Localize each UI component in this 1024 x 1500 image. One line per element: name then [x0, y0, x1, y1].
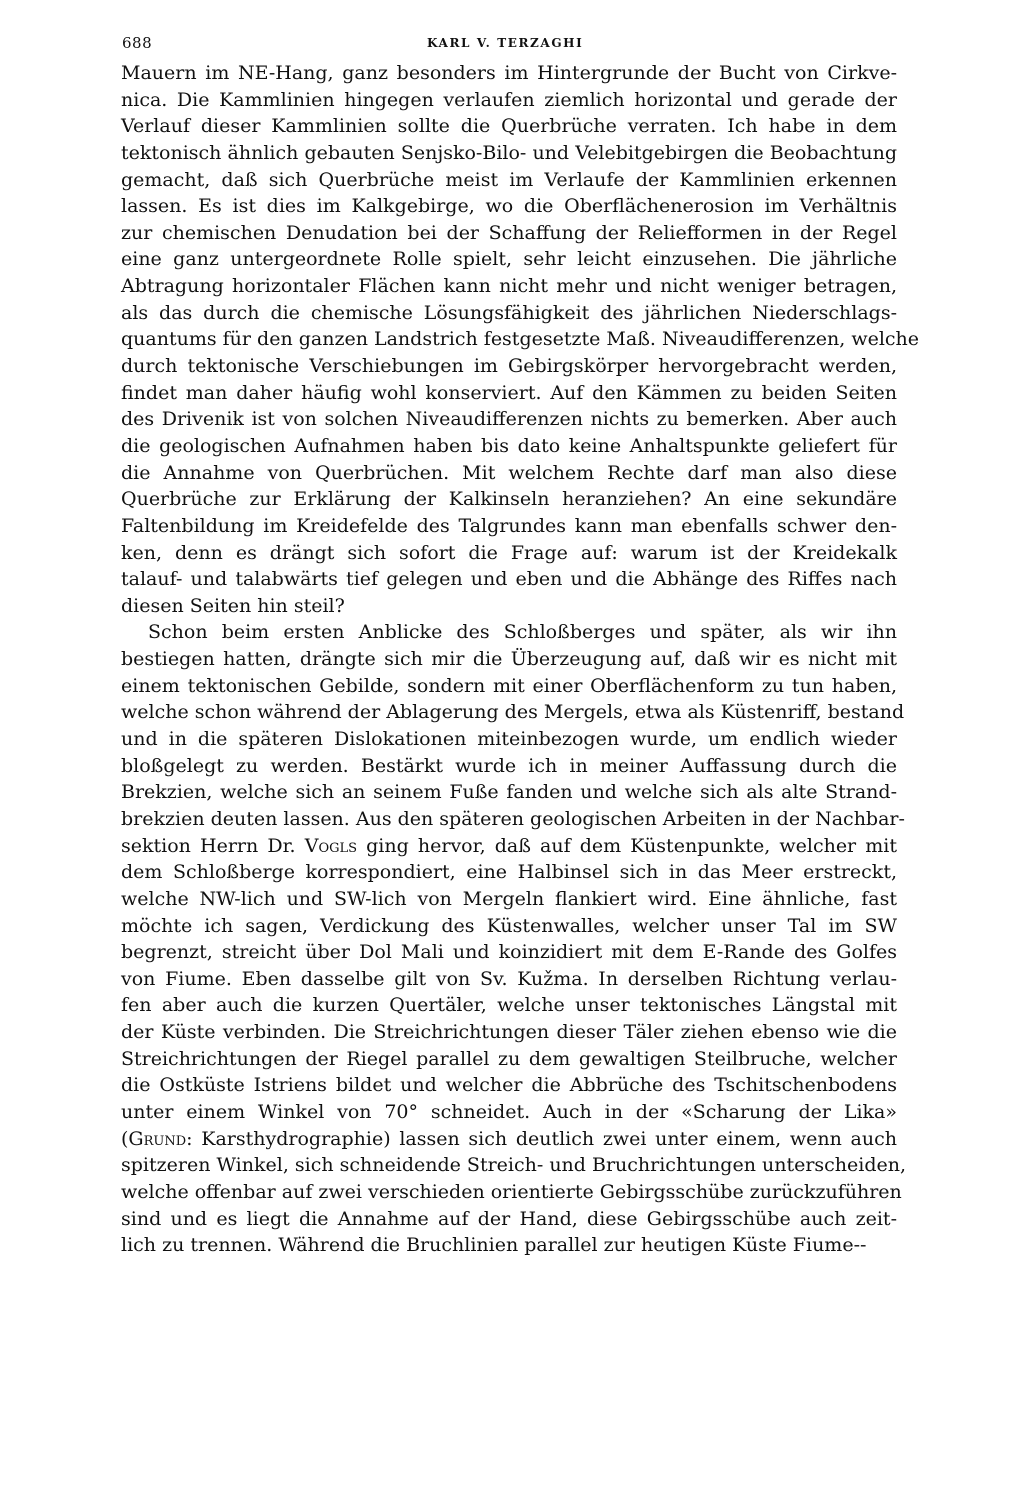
text-line: der Küste verbinden. Die Streichrichtungen dieser Täler ziehen ebenso wie die — [121, 1021, 897, 1044]
page-number: 688 — [122, 34, 153, 52]
text-line: spitzeren Winkel, sich schneidende Streich- und Bruchrichtungen unterscheiden, — [121, 1154, 907, 1177]
text-line: möchte ich sagen, Verdickung des Küstenwalles, welcher unser Tal im SW — [121, 914, 897, 937]
text-fragment: ging hervor, daß auf dem Küstenpunkte, welcher mit — [357, 834, 897, 857]
text-line: bestiegen hatten, drängte sich mir die Überzeugung auf, daß wir es nicht mit — [121, 648, 897, 671]
text-line: welche NW-lich und SW-lich von Mergeln flankiert wird. Eine ähnliche, fast — [121, 887, 897, 910]
text-line: zur chemischen Denudation bei der Schaffung der Reliefformen in der Regel — [121, 221, 897, 244]
text-line: quantums für den ganzen Landstrich festgesetzte Maß. Niveaudifferenzen, welche — [121, 328, 920, 351]
author-name: Grund — [128, 1127, 187, 1150]
text-line: findet man daher häufig wohl konserviert. Auf den Kämmen zu beiden Seiten — [121, 381, 897, 404]
text-line: eine ganz untergeordnete Rolle spielt, sehr leicht einzusehen. Die jährliche — [121, 248, 897, 271]
body-text — [121, 60, 920, 1259]
text-line: Streichrichtungen der Riegel parallel zu dem gewaltigen Steilbruche, welcher — [121, 1047, 897, 1070]
document-page — [121, 30, 920, 1259]
text-line: und in die späteren Dislokationen miteinbezogen wurde, um endlich wieder — [121, 728, 897, 751]
text-line: dem Schloßberge korrespondiert, eine Halbinsel sich in das Meer erstreckt, — [121, 861, 897, 884]
text-line: nica. Die Kammlinien hingegen verlaufen ziemlich horizontal und gerade der — [121, 88, 897, 111]
text-line: welche schon während der Ablagerung des Mergels, etwa als Küstenriff, bestand — [121, 701, 905, 724]
text-line: tektonisch ähnlich gebauten Senjsko-Bilo- und Velebitgebirgen die Beobachtung — [121, 141, 897, 164]
text-line: unter einem Winkel von 70° schneidet. Auch in der «Scharung der Lika» — [121, 1100, 897, 1123]
text-line: Brekzien, welche sich an seinem Fuße fanden und welche sich als alte Strand- — [121, 781, 897, 804]
text-line: gemacht, daß sich Querbrüche meist im Verlaufe der Kammlinien erkennen — [121, 168, 897, 191]
text-line: ken, denn es drängt sich sofort die Frage auf: warum ist der Kreidekalk — [121, 541, 897, 564]
text-line: Abtragung horizontaler Flächen kann nicht mehr und nicht weniger betragen, — [121, 275, 897, 298]
text-line: als das durch die chemische Lösungsfähigkeit des jährlichen Niederschlags- — [121, 301, 897, 324]
text-line: die Annahme von Querbrüchen. Mit welchem Rechte darf man also diese — [121, 461, 897, 484]
text-line: sind und es liegt die Annahme auf der Hand, diese Gebirgsschübe auch zeit- — [121, 1207, 897, 1230]
running-head: KARL V. TERZAGHI — [427, 36, 584, 50]
text-line: begrenzt, streicht über Dol Mali und koinzidiert mit dem E-Rande des Golfes — [121, 941, 897, 964]
text-line: brekzien deuten lassen. Aus den späteren geologischen Arbeiten in der Nachbar- — [121, 807, 905, 830]
text-line: durch tektonische Verschiebungen im Gebirgskörper hervorgebracht werden, — [121, 355, 897, 378]
text-line: die Ostküste Istriens bildet und welcher die Abbrüche des Tschitschenbodens — [121, 1074, 897, 1097]
page-last-line: lich zu trennen. Während die Bruchlinien parallel zur heutigen Küste Fiume-- — [121, 1234, 867, 1257]
text-fragment: sektion Herrn Dr. — [121, 834, 296, 857]
text-line-with-author — [121, 1126, 897, 1153]
text-line: Verlauf dieser Kammlinien sollte die Querbrüche verraten. Ich habe in dem — [121, 115, 897, 138]
text-fragment: ( — [121, 1127, 129, 1150]
text-line: welche offenbar auf zwei verschieden orientierte Gebirgsschübe zurückzuführen — [121, 1180, 902, 1203]
paragraph-first-line: Schon beim ersten Anblicke des Schloßberges und später, als wir ihn — [148, 621, 897, 644]
text-line-with-author — [121, 833, 897, 860]
paragraph-last-line: diesen Seiten hin steil? — [121, 594, 345, 617]
text-line: Mauern im NE-Hang, ganz besonders im Hintergrunde der Bucht von Cirkve- — [121, 62, 897, 84]
text-line: talauf- und talabwärts tief gelegen und eben und die Abhänge des Riffes nach — [121, 568, 897, 591]
text-line: bloßgelegt zu werden. Bestärkt wurde ich in meiner Auffassung durch die — [121, 754, 897, 777]
text-line: Faltenbildung im Kreidefelde des Talgrundes kann man ebenfalls schwer den- — [121, 514, 897, 537]
author-name: Vogls — [304, 834, 358, 857]
text-line: fen aber auch die kurzen Quertäler, welche unser tektonisches Längstal mit — [121, 994, 897, 1017]
text-line: einem tektonischen Gebilde, sondern mit einer Oberflächenform zu tun haben, — [121, 674, 897, 697]
text-line: Querbrüche zur Erklärung der Kalkinseln heranziehen? An eine sekundäre — [121, 488, 897, 511]
text-line: von Fiume. Eben dasselbe gilt von Sv. Kužma. In derselben Richtung verlau- — [121, 967, 897, 990]
page-header — [121, 30, 897, 60]
text-line: des Drivenik ist von solchen Niveaudifferenzen nichts zu bemerken. Aber auch — [121, 408, 897, 431]
text-line: lassen. Es ist dies im Kalkgebirge, wo die Oberflächenerosion im Verhältnis — [121, 195, 897, 218]
text-line: die geologischen Aufnahmen haben bis dato keine Anhaltspunkte geliefert für — [121, 434, 897, 457]
text-fragment: : Karsthydrographie) lassen sich deutlich zwei unter einem, wenn auch — [186, 1127, 897, 1150]
